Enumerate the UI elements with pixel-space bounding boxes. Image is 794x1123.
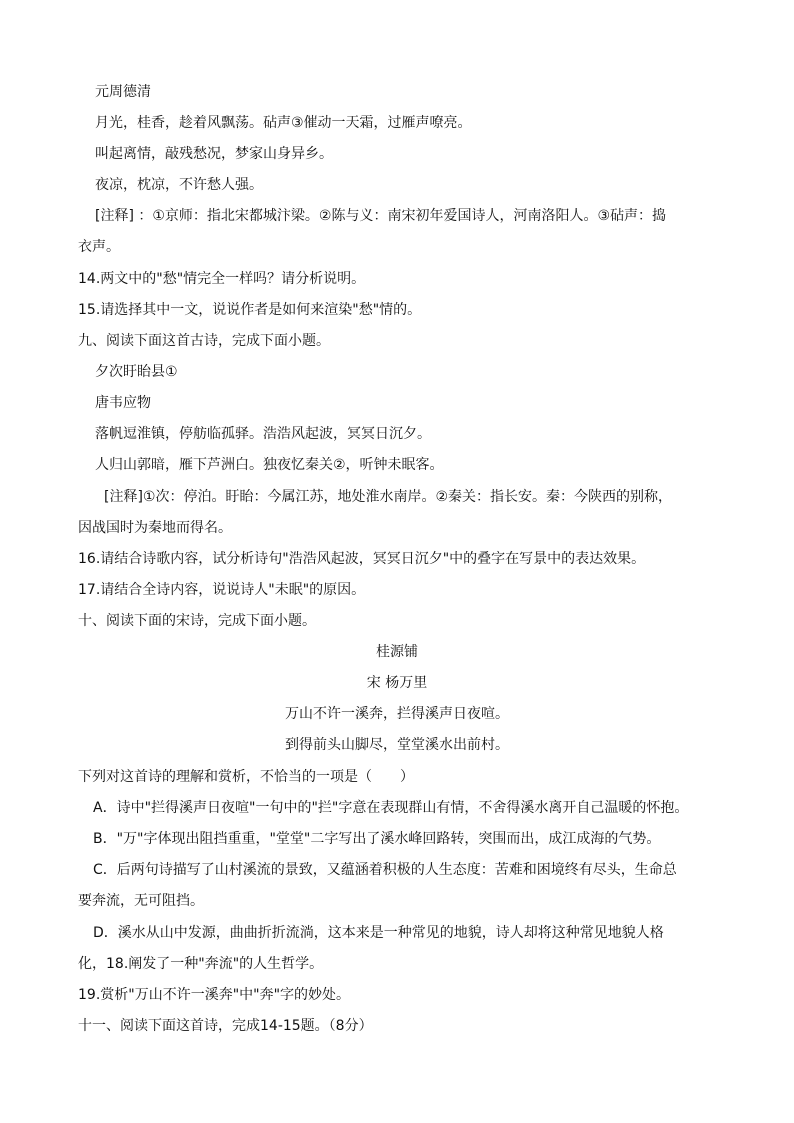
section-heading: 十、阅读下面的宋诗，完成下面小题。 xyxy=(78,613,316,629)
poem-line: 月光，桂香，趁着风飘荡。砧声③催动一天霜，过雁声嘹亮。 xyxy=(95,115,472,131)
option-c-continued: 要奔流，无可阻挡。 xyxy=(78,893,204,909)
option-d: D．溪水从山中发源，曲曲折折流淌，这本来是一种常见的地貌，诗人却将这种常见地貌人格 xyxy=(93,925,664,941)
annotation-continued: 衣声。 xyxy=(78,239,120,255)
multiple-choice-question: 下列对这首诗的理解和赏析，不恰当的一项是（ ） xyxy=(78,769,414,785)
question-15: 15.请选择其中一文，说说作者是如何来渲染"愁"情的。 xyxy=(78,302,422,318)
poem-line: 叫起离情，敲残愁况，梦家山身异乡。 xyxy=(95,146,333,162)
question-14: 14.两文中的"愁"情完全一样吗？请分析说明。 xyxy=(78,271,366,287)
question-17: 17.请结合全诗内容，说说诗人"未眠"的原因。 xyxy=(78,582,366,598)
poem-line: 万山不许一溪奔，拦得溪声日夜喧。 xyxy=(285,706,509,722)
poem-title: 夕次盱眙县① xyxy=(95,364,178,380)
poem-line: 夜凉，枕凉，不许愁人强。 xyxy=(95,177,263,193)
question-16: 16.请结合诗歌内容，试分析诗句"浩浩风起波，冥冥日沉夕"中的叠字在写景中的表达效果。 xyxy=(78,551,646,567)
option-d-continued: 化，18.阐发了一种"奔流"的人生哲学。 xyxy=(78,956,324,972)
poem-author: 宋 杨万里 xyxy=(366,675,428,691)
section-heading: 九、阅读下面这首古诗，完成下面小题。 xyxy=(78,333,330,349)
poem-author: 唐韦应物 xyxy=(95,395,151,411)
option-a: A．诗中"拦得溪声日夜喧"一句中的"拦"字意在表现群山有情，不舍得溪水离开自己温暖的怀抱。 xyxy=(93,800,689,816)
option-c: C．后两句诗描写了山村溪流的景致，又蕴涵着积极的人生态度：苦难和困境终有尽头，生命总 xyxy=(93,862,677,878)
poem-line: 到得前头山脚尽，堂堂溪水出前村。 xyxy=(285,737,509,753)
question-19: 19.赏析"万山不许一溪奔"中"奔"字的妙处。 xyxy=(78,987,351,1003)
poem-line: 落帆逗淮镇，停舫临孤驿。浩浩风起波，冥冥日沉夕。 xyxy=(95,426,431,442)
poem-line: 人归山郭暗，雁下芦洲白。独夜忆秦关②，听钟未眠客。 xyxy=(95,457,444,473)
annotation: [注释] ：①京师：指北宋都城汴梁。②陈与义：南宋初年爱国诗人，河南洛阳人。③砧声：捣 xyxy=(95,208,667,224)
annotation-continued: 因战国时为秦地而得名。 xyxy=(78,520,232,536)
option-b: B．"万"字体现出阻挡重重，"堂堂"二字写出了溪水峰回路转，突围而出，成江成海的气势。 xyxy=(93,831,661,847)
annotation: [注释]①次：停泊。盱眙：今属江苏，地处淮水南岸。②秦关：指长安。秦：今陕西的别称， xyxy=(104,489,673,505)
poem-title: 桂源铺 xyxy=(376,644,418,660)
poem-author: 元周德清 xyxy=(95,84,151,100)
section-heading: 十一、阅读下面这首诗，完成14-15题。（8分） xyxy=(78,1018,373,1034)
